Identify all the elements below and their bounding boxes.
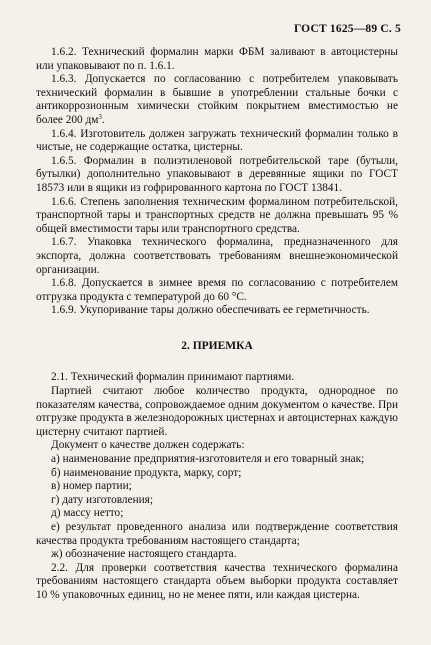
paragraph-2-1: 2.1. Технический формалин принимают партиями. [51, 371, 295, 384]
paragraph-1-6-6: 1.6.6. Степень заполнения техническим формалином потребительской, транспортной тары и транспортных средств не должна превышать 95 % общей вместимости тары или транспортного средства. [36, 195, 398, 235]
paragraph-1-6-7: 1.6.7. Упаковка технического формалина, предназначенного для экспорта, должна соответствовать требованиям внешнеэкономической организации. [36, 236, 398, 276]
section-title: 2. ПРИЕМКА [181, 339, 253, 352]
paragraph-1-6-5: 1.6.5. Формалин в полиэтиленовой потребительской таре (бутыли, бутылки) дополнительно упаковывают в деревянные ящики по ГОСТ 18573 или в ящики из гофрированного картона по ГОСТ 13841. [36, 154, 398, 194]
list-item-d: д) массу нетто; [51, 507, 124, 520]
list-item-a: а) наименование предприятия-изготовителя и его товарный знак; [51, 453, 365, 466]
list-item-e: е) результат проведенного анализа или подтверждение соответствия качества продукта требованиям настоящего стандарта; [36, 521, 398, 547]
list-item-zh: ж) обозначение настоящего стандарта. [51, 548, 237, 561]
paragraph-document-contents: Документ о качестве должен содержать: [51, 439, 245, 452]
paragraph-1-6-3-text: 1.6.3. Допускается по согласованию с потребителем упаковывать технический формалин в бывшие в употреблении стальные бочки с антикоррозионным химически стойким покрытием вместимостью не более 200 дм [36, 73, 398, 126]
paragraph-1-6-2: 1.6.2. Технический формалин марки ФБМ заливают в автоцистерны или упаковывают по п. 1.6.1. [36, 46, 398, 72]
list-item-b: б) наименование продукта, марку, сорт; [51, 466, 242, 479]
paragraph-2-2: 2.2. Для проверки соответствия качества технического формалина требованиям настоящего стандарта объем выборки продукта составляет 10 % упаковочных единиц, но не менее пяти, или каждая цистерна. [36, 561, 398, 601]
paragraph-1-6-8: 1.6.8. Допускается в зимнее время по согласованию с потребителем отгрузка продукта с температурой до 60 °С. [36, 277, 398, 303]
page-header: ГОСТ 1625—89 С. 5 [293, 23, 401, 35]
paragraph-1-6-3-period: . [101, 113, 105, 126]
paragraph-1-6-4: 1.6.4. Изготовитель должен загружать технический формалин только в чистые, не содержащие остатка, цистерны. [36, 127, 398, 154]
list-item-v: в) номер партии; [51, 480, 132, 493]
paragraph-1-6-9: 1.6.9. Укупоривание тары должно обеспечивать ее герметичность. [51, 304, 370, 317]
list-item-g: г) дату изготовления; [51, 493, 154, 506]
paragraph-batch-definition: Партией считают любое количество продукта, однородное по показателям качества, сопровождаемое одним документом о качестве. При отгрузке продукта в железнодорожных цистернах и автоцистернах каждую цистерну считают партией. [36, 385, 398, 438]
document-body [36, 46, 398, 603]
superscript-3: 3 [98, 112, 102, 121]
paragraph-1-6-3 [36, 73, 398, 127]
